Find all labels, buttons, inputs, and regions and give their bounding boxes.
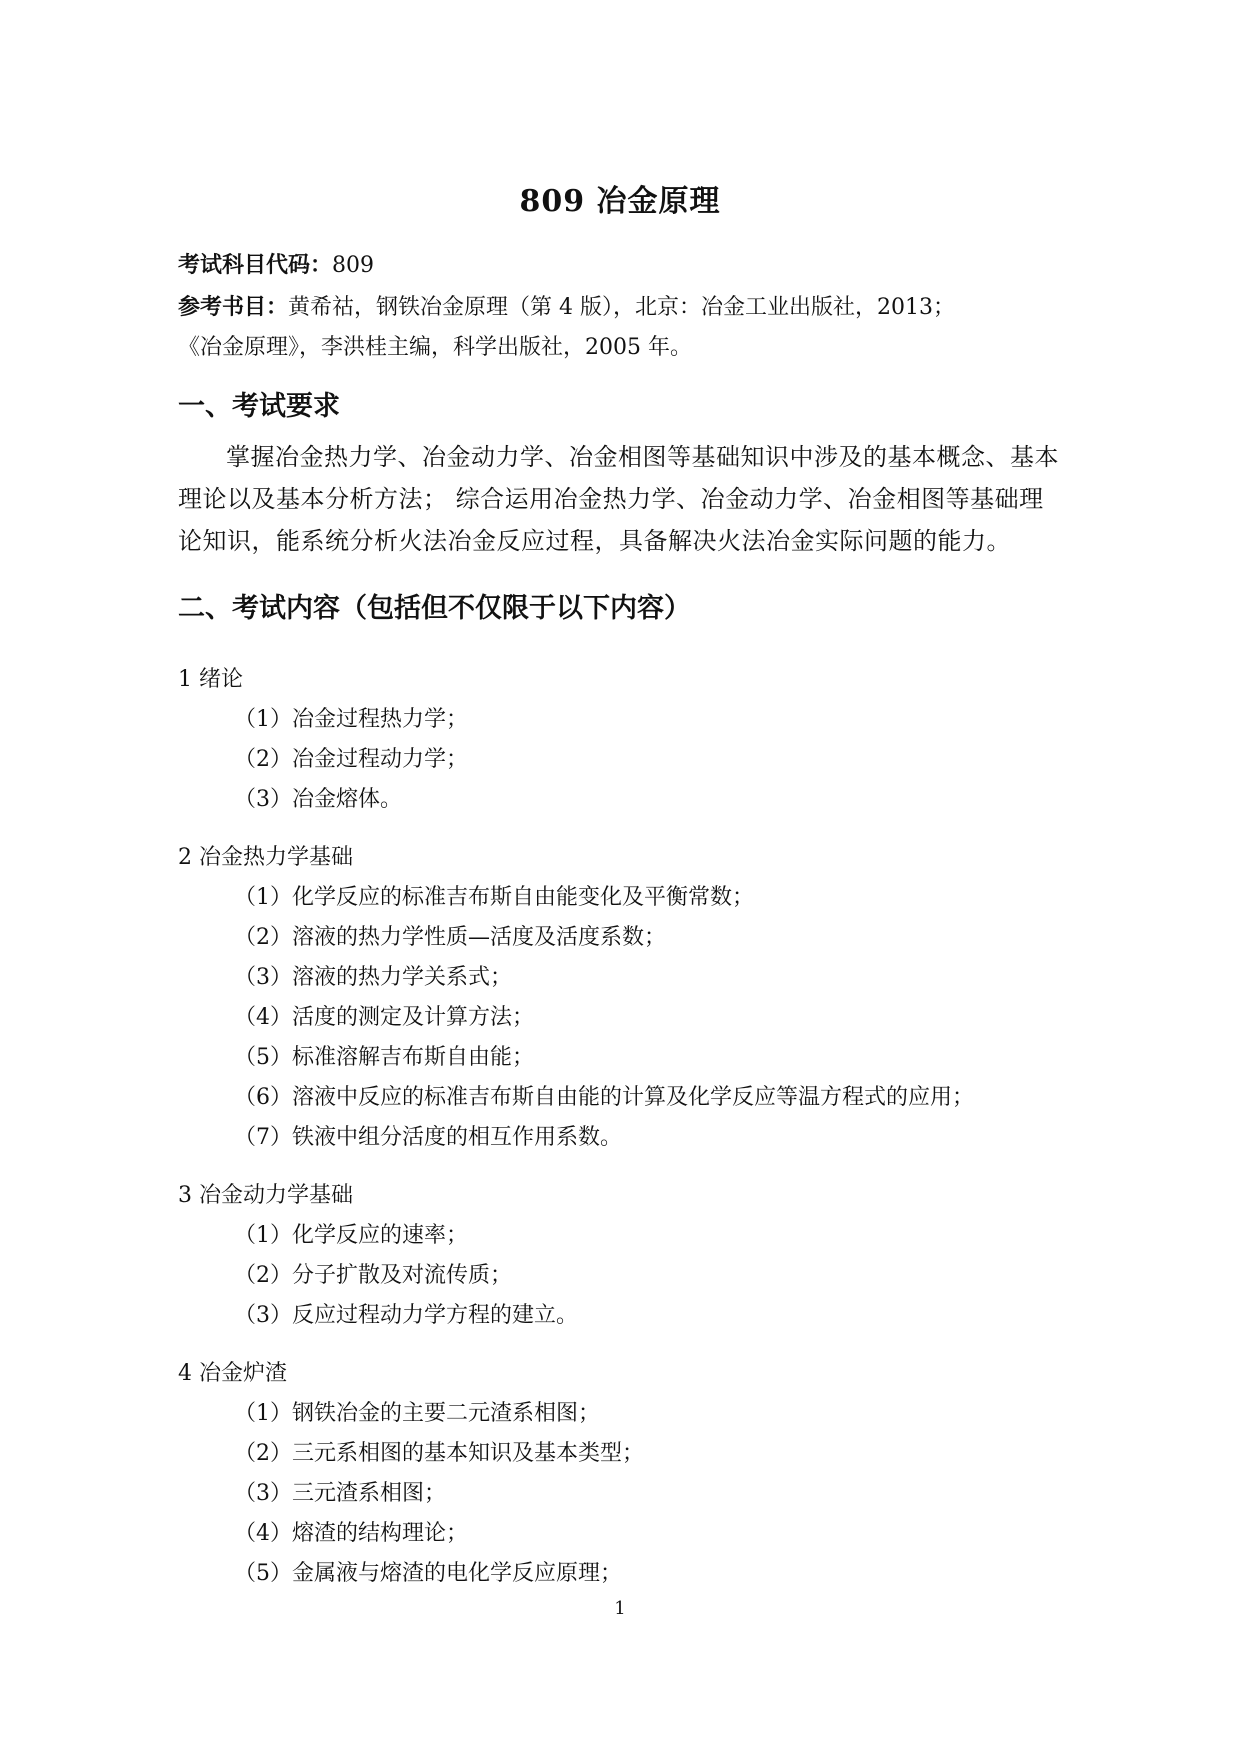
topic-item: （2）三元系相图的基本知识及基本类型； xyxy=(234,1441,644,1466)
topic-item: （1）钢铁冶金的主要二元渣系相图； xyxy=(234,1401,600,1426)
topic-heading: 4 冶金炉渣 xyxy=(178,1361,287,1386)
reference-label: 参考书目： xyxy=(178,294,289,320)
section-heading-requirements: 一、考试要求 xyxy=(178,391,340,422)
reference-line-2 xyxy=(178,330,692,361)
topic-heading: 2 冶金热力学基础 xyxy=(178,845,353,870)
reference-line-1 xyxy=(178,290,955,321)
topic-item: （3）反应过程动力学方程的建立。 xyxy=(234,1303,578,1328)
page-number: 1 xyxy=(614,1598,626,1619)
subject-code-value: 809 xyxy=(332,253,375,278)
topic-item: （6）溶液中反应的标准吉布斯自由能的计算及化学反应等温方程式的应用； xyxy=(234,1085,974,1110)
reference-text-2: 《冶金原理》，李洪桂主编，科学出版社，2005 年。 xyxy=(178,335,692,360)
topic-item: （5）金属液与熔渣的电化学反应原理； xyxy=(234,1561,622,1586)
topic-item: （2）冶金过程动力学； xyxy=(234,747,468,772)
subject-code-label: 考试科目代码： xyxy=(178,252,333,278)
topic-item: （3）三元渣系相图； xyxy=(234,1481,446,1506)
reference-text-1: 黄希祜，钢铁冶金原理（第 4 版），北京：冶金工业出版社，2013； xyxy=(288,295,955,320)
topic-item: （2）溶液的热力学性质—活度及活度系数； xyxy=(234,925,666,950)
topic-item: （4）熔渣的结构理论； xyxy=(234,1521,468,1546)
topic-item: （1）化学反应的标准吉布斯自由能变化及平衡常数； xyxy=(234,885,754,910)
topic-item: （2）分子扩散及对流传质； xyxy=(234,1263,512,1288)
topic-heading: 3 冶金动力学基础 xyxy=(178,1183,353,1208)
topic-item: （7）铁液中组分活度的相互作用系数。 xyxy=(234,1125,622,1150)
topic-item: （3）冶金熔体。 xyxy=(234,787,402,812)
topic-item: （5）标准溶解吉布斯自由能； xyxy=(234,1045,534,1070)
topic-item: （3）溶液的热力学关系式； xyxy=(234,965,512,990)
topic-heading: 1 绪论 xyxy=(178,667,243,692)
document-title: 809 冶金原理 xyxy=(519,184,721,219)
topic-item: （4）活度的测定及计算方法； xyxy=(234,1005,534,1030)
topic-item: （1）冶金过程热力学； xyxy=(234,707,468,732)
topic-item: （1）化学反应的速率； xyxy=(234,1223,468,1248)
requirements-paragraph: 掌握冶金热力学、冶金动力学、冶金相图等基础知识中涉及的基本概念、基本理论以及基本分析方法； 综合运用冶金热力学、冶金动力学、冶金相图等基础理论知识，能系统分析火法冶金反应过程，具备解决火法冶金实际问题的能力。 xyxy=(178,443,1059,555)
subject-code-line xyxy=(178,248,374,279)
section-heading-content: 二、考试内容（包括但不仅限于以下内容） xyxy=(178,593,691,624)
